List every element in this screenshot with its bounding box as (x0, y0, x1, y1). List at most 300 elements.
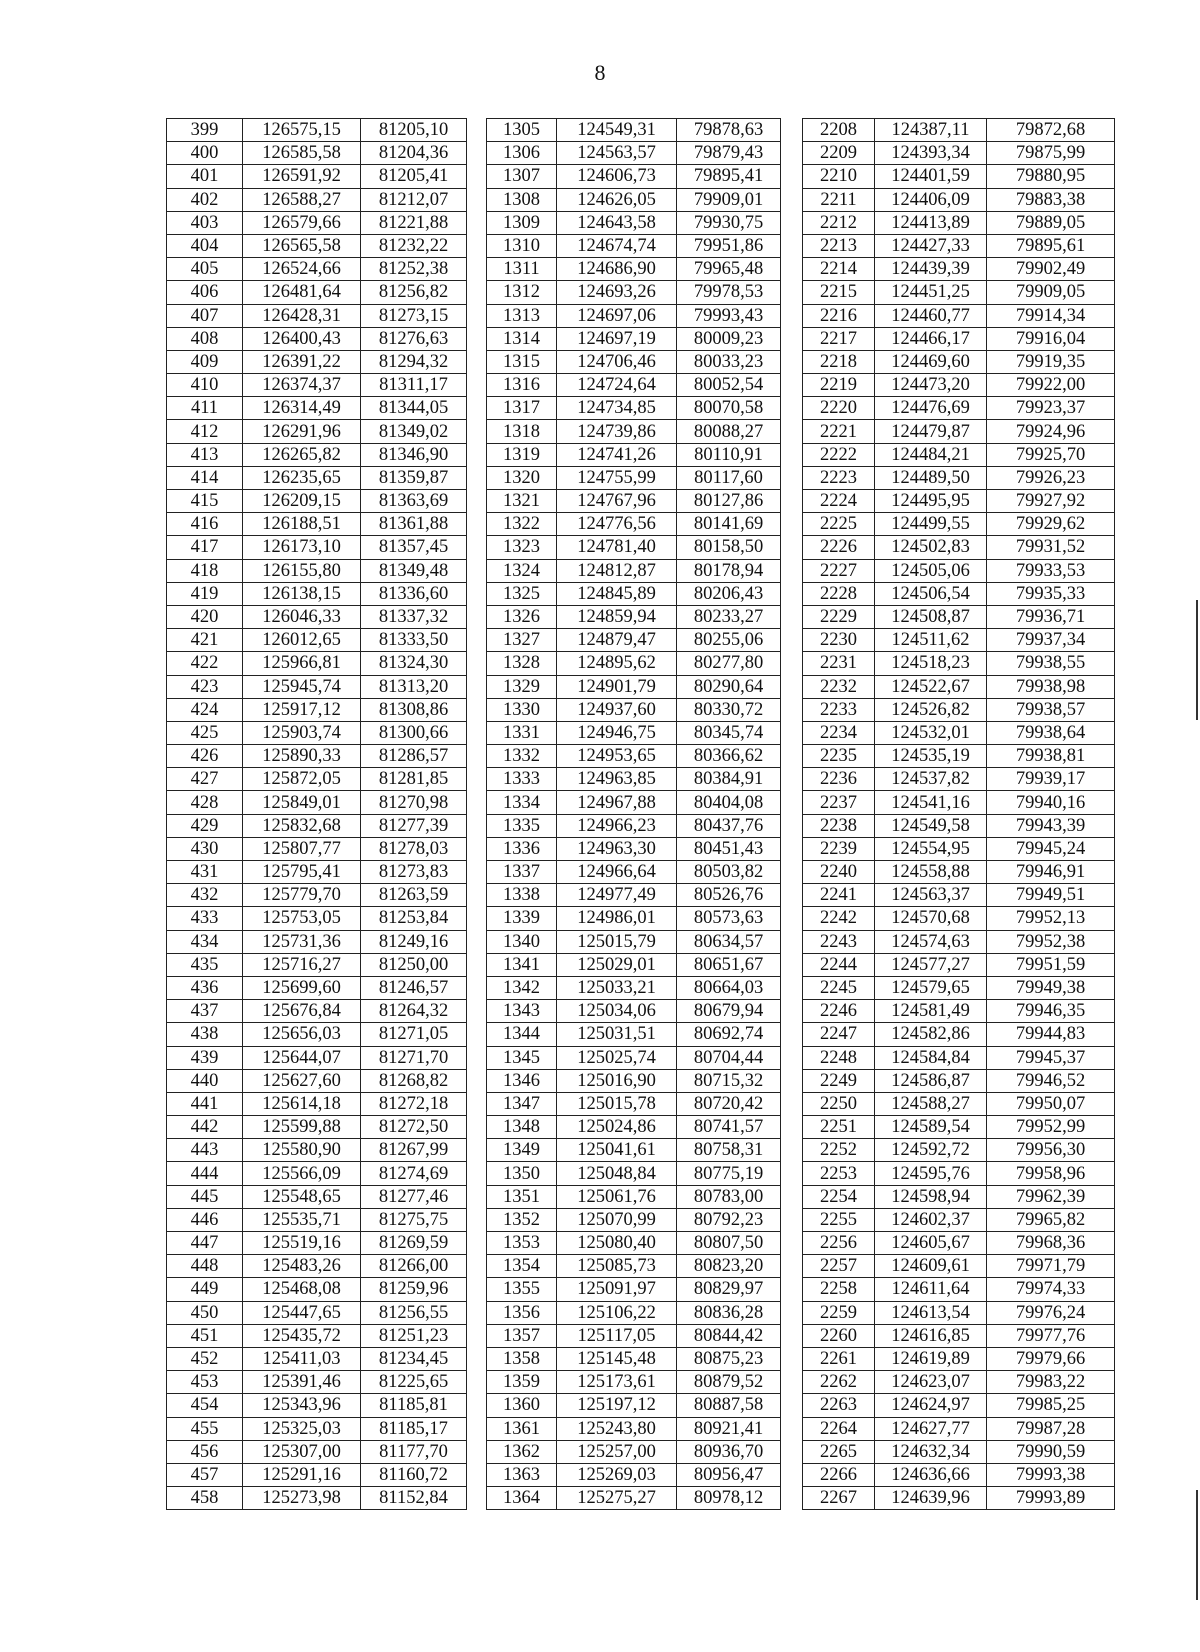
y-coordinate-cell: 81205,10 (361, 119, 467, 142)
x-coordinate-cell: 125106,22 (557, 1301, 677, 1324)
column-gap (467, 142, 487, 165)
column-gap (781, 675, 803, 698)
point-number-cell: 1339 (487, 907, 557, 930)
y-coordinate-cell: 81204,36 (361, 142, 467, 165)
column-gap (781, 1069, 803, 1092)
y-coordinate-cell: 79930,75 (677, 211, 781, 234)
y-coordinate-cell: 81363,69 (361, 490, 467, 513)
column-gap (467, 1417, 487, 1440)
column-gap (781, 698, 803, 721)
y-coordinate-cell: 80052,54 (677, 374, 781, 397)
x-coordinate-cell: 126524,66 (243, 258, 361, 281)
x-coordinate-cell: 124592,72 (875, 1139, 987, 1162)
x-coordinate-cell: 125966,81 (243, 652, 361, 675)
column-gap (781, 605, 803, 628)
table-row (167, 536, 1115, 559)
column-gap (781, 188, 803, 211)
column-gap (781, 1394, 803, 1417)
point-number-cell: 2231 (803, 652, 875, 675)
x-coordinate-cell: 125917,12 (243, 698, 361, 721)
point-number-cell: 430 (167, 837, 243, 860)
y-coordinate-cell: 79945,24 (987, 837, 1115, 860)
y-coordinate-cell: 80437,76 (677, 814, 781, 837)
y-coordinate-cell: 81256,55 (361, 1301, 467, 1324)
x-coordinate-cell: 124609,61 (875, 1255, 987, 1278)
y-coordinate-cell: 79950,07 (987, 1092, 1115, 1115)
y-coordinate-cell: 79938,81 (987, 745, 1115, 768)
x-coordinate-cell: 126265,82 (243, 443, 361, 466)
y-coordinate-cell: 81277,46 (361, 1185, 467, 1208)
column-gap (467, 1440, 487, 1463)
column-gap (467, 1301, 487, 1324)
x-coordinate-cell: 125091,97 (557, 1278, 677, 1301)
point-number-cell: 455 (167, 1417, 243, 1440)
point-number-cell: 2215 (803, 281, 875, 304)
point-number-cell: 1345 (487, 1046, 557, 1069)
point-number-cell: 429 (167, 814, 243, 837)
x-coordinate-cell: 124563,37 (875, 884, 987, 907)
y-coordinate-cell: 79971,79 (987, 1255, 1115, 1278)
point-number-cell: 450 (167, 1301, 243, 1324)
point-number-cell: 435 (167, 953, 243, 976)
point-number-cell: 402 (167, 188, 243, 211)
y-coordinate-cell: 81252,38 (361, 258, 467, 281)
point-number-cell: 2244 (803, 953, 875, 976)
y-coordinate-cell: 80956,47 (677, 1463, 781, 1486)
point-number-cell: 454 (167, 1394, 243, 1417)
y-coordinate-cell: 80033,23 (677, 350, 781, 373)
point-number-cell: 1308 (487, 188, 557, 211)
x-coordinate-cell: 124586,87 (875, 1069, 987, 1092)
y-coordinate-cell: 79968,36 (987, 1232, 1115, 1255)
point-number-cell: 1358 (487, 1347, 557, 1370)
y-coordinate-cell: 80009,23 (677, 327, 781, 350)
column-gap (781, 791, 803, 814)
table-row (167, 1278, 1115, 1301)
y-coordinate-cell: 81246,57 (361, 976, 467, 999)
point-number-cell: 426 (167, 745, 243, 768)
x-coordinate-cell: 124466,17 (875, 327, 987, 350)
point-number-cell: 1354 (487, 1255, 557, 1278)
x-coordinate-cell: 125795,41 (243, 861, 361, 884)
y-coordinate-cell: 79952,13 (987, 907, 1115, 930)
point-number-cell: 2241 (803, 884, 875, 907)
column-gap (467, 513, 487, 536)
y-coordinate-cell: 80404,08 (677, 791, 781, 814)
table-row (167, 652, 1115, 675)
y-coordinate-cell: 81185,81 (361, 1394, 467, 1417)
x-coordinate-cell: 125566,09 (243, 1162, 361, 1185)
point-number-cell: 2230 (803, 629, 875, 652)
x-coordinate-cell: 124636,66 (875, 1463, 987, 1486)
x-coordinate-cell: 124963,85 (557, 768, 677, 791)
y-coordinate-cell: 79979,66 (987, 1347, 1115, 1370)
y-coordinate-cell: 79987,28 (987, 1417, 1115, 1440)
x-coordinate-cell: 125644,07 (243, 1046, 361, 1069)
point-number-cell: 2211 (803, 188, 875, 211)
y-coordinate-cell: 79952,38 (987, 930, 1115, 953)
y-coordinate-cell: 79935,33 (987, 582, 1115, 605)
table-row (167, 513, 1115, 536)
y-coordinate-cell: 80206,43 (677, 582, 781, 605)
column-gap (467, 559, 487, 582)
x-coordinate-cell: 124812,87 (557, 559, 677, 582)
point-number-cell: 1329 (487, 675, 557, 698)
point-number-cell: 422 (167, 652, 243, 675)
point-number-cell: 412 (167, 420, 243, 443)
y-coordinate-cell: 79902,49 (987, 258, 1115, 281)
column-gap (781, 745, 803, 768)
x-coordinate-cell: 125903,74 (243, 721, 361, 744)
point-number-cell: 448 (167, 1255, 243, 1278)
point-number-cell: 2234 (803, 721, 875, 744)
column-gap (467, 629, 487, 652)
y-coordinate-cell: 79937,34 (987, 629, 1115, 652)
y-coordinate-cell: 81267,99 (361, 1139, 467, 1162)
x-coordinate-cell: 126235,65 (243, 466, 361, 489)
x-coordinate-cell: 126391,22 (243, 350, 361, 373)
x-coordinate-cell: 124541,16 (875, 791, 987, 814)
column-gap (467, 605, 487, 628)
column-gap (781, 1347, 803, 1370)
y-coordinate-cell: 80921,41 (677, 1417, 781, 1440)
column-gap (781, 1278, 803, 1301)
x-coordinate-cell: 125291,16 (243, 1463, 361, 1486)
point-number-cell: 416 (167, 513, 243, 536)
table-row (167, 976, 1115, 999)
x-coordinate-cell: 124937,60 (557, 698, 677, 721)
x-coordinate-cell: 126579,66 (243, 211, 361, 234)
table-row (167, 1394, 1115, 1417)
point-number-cell: 2226 (803, 536, 875, 559)
y-coordinate-cell: 80715,32 (677, 1069, 781, 1092)
column-gap (781, 1301, 803, 1324)
point-number-cell: 2247 (803, 1023, 875, 1046)
x-coordinate-cell: 124693,26 (557, 281, 677, 304)
point-number-cell: 2255 (803, 1208, 875, 1231)
x-coordinate-cell: 124502,83 (875, 536, 987, 559)
point-number-cell: 1341 (487, 953, 557, 976)
column-gap (467, 420, 487, 443)
column-gap (781, 1185, 803, 1208)
y-coordinate-cell: 79952,99 (987, 1116, 1115, 1139)
x-coordinate-cell: 125435,72 (243, 1324, 361, 1347)
table-row (167, 745, 1115, 768)
y-coordinate-cell: 81311,17 (361, 374, 467, 397)
y-coordinate-cell: 79939,17 (987, 768, 1115, 791)
table-row (167, 443, 1115, 466)
point-number-cell: 2214 (803, 258, 875, 281)
table-row (167, 1208, 1115, 1231)
y-coordinate-cell: 81278,03 (361, 837, 467, 860)
x-coordinate-cell: 125016,90 (557, 1069, 677, 1092)
x-coordinate-cell: 125048,84 (557, 1162, 677, 1185)
y-coordinate-cell: 79914,34 (987, 304, 1115, 327)
table-row (167, 1232, 1115, 1255)
table-row (167, 350, 1115, 373)
point-number-cell: 2246 (803, 1000, 875, 1023)
x-coordinate-cell: 124577,27 (875, 953, 987, 976)
column-gap (467, 698, 487, 721)
x-coordinate-cell: 124584,84 (875, 1046, 987, 1069)
y-coordinate-cell: 80704,44 (677, 1046, 781, 1069)
point-number-cell: 2267 (803, 1487, 875, 1510)
point-number-cell: 2209 (803, 142, 875, 165)
x-coordinate-cell: 125343,96 (243, 1394, 361, 1417)
point-number-cell: 1312 (487, 281, 557, 304)
point-number-cell: 1322 (487, 513, 557, 536)
column-gap (467, 536, 487, 559)
x-coordinate-cell: 124469,60 (875, 350, 987, 373)
x-coordinate-cell: 124967,88 (557, 791, 677, 814)
column-gap (467, 1371, 487, 1394)
y-coordinate-cell: 79943,39 (987, 814, 1115, 837)
y-coordinate-cell: 81344,05 (361, 397, 467, 420)
point-number-cell: 1364 (487, 1487, 557, 1510)
y-coordinate-cell: 79949,38 (987, 976, 1115, 999)
y-coordinate-cell: 80233,27 (677, 605, 781, 628)
point-number-cell: 1311 (487, 258, 557, 281)
y-coordinate-cell: 79965,48 (677, 258, 781, 281)
y-coordinate-cell: 79945,37 (987, 1046, 1115, 1069)
point-number-cell: 1323 (487, 536, 557, 559)
y-coordinate-cell: 80127,86 (677, 490, 781, 513)
table-row (167, 1463, 1115, 1486)
table-row (167, 142, 1115, 165)
x-coordinate-cell: 125307,00 (243, 1440, 361, 1463)
scan-edge-mark (1196, 600, 1198, 720)
column-gap (467, 1255, 487, 1278)
column-gap (467, 1000, 487, 1023)
x-coordinate-cell: 124499,55 (875, 513, 987, 536)
y-coordinate-cell: 80277,80 (677, 652, 781, 675)
y-coordinate-cell: 80366,62 (677, 745, 781, 768)
column-gap (467, 582, 487, 605)
point-number-cell: 458 (167, 1487, 243, 1510)
coordinates-table (166, 118, 1115, 1510)
column-gap (467, 211, 487, 234)
y-coordinate-cell: 81308,86 (361, 698, 467, 721)
y-coordinate-cell: 80503,82 (677, 861, 781, 884)
x-coordinate-cell: 124460,77 (875, 304, 987, 327)
y-coordinate-cell: 81300,66 (361, 721, 467, 744)
y-coordinate-cell: 81249,16 (361, 930, 467, 953)
point-number-cell: 2228 (803, 582, 875, 605)
y-coordinate-cell: 81336,60 (361, 582, 467, 605)
x-coordinate-cell: 124966,23 (557, 814, 677, 837)
y-coordinate-cell: 81259,96 (361, 1278, 467, 1301)
point-number-cell: 445 (167, 1185, 243, 1208)
column-gap (467, 930, 487, 953)
table-row (167, 466, 1115, 489)
table-row (167, 1487, 1115, 1510)
point-number-cell: 438 (167, 1023, 243, 1046)
column-gap (781, 1000, 803, 1023)
point-number-cell: 2249 (803, 1069, 875, 1092)
y-coordinate-cell: 81272,18 (361, 1092, 467, 1115)
x-coordinate-cell: 125872,05 (243, 768, 361, 791)
y-coordinate-cell: 79879,43 (677, 142, 781, 165)
table-row (167, 327, 1115, 350)
y-coordinate-cell: 79926,23 (987, 466, 1115, 489)
column-gap (467, 884, 487, 907)
x-coordinate-cell: 124473,20 (875, 374, 987, 397)
point-number-cell: 2239 (803, 837, 875, 860)
table-row (167, 698, 1115, 721)
x-coordinate-cell: 124619,89 (875, 1347, 987, 1370)
point-number-cell: 1331 (487, 721, 557, 744)
x-coordinate-cell: 124479,87 (875, 420, 987, 443)
point-number-cell: 2232 (803, 675, 875, 698)
point-number-cell: 456 (167, 1440, 243, 1463)
y-coordinate-cell: 79985,25 (987, 1394, 1115, 1417)
y-coordinate-cell: 81256,82 (361, 281, 467, 304)
y-coordinate-cell: 79938,98 (987, 675, 1115, 698)
x-coordinate-cell: 124595,76 (875, 1162, 987, 1185)
point-number-cell: 1355 (487, 1278, 557, 1301)
x-coordinate-cell: 125807,77 (243, 837, 361, 860)
x-coordinate-cell: 124697,19 (557, 327, 677, 350)
table-row (167, 304, 1115, 327)
y-coordinate-cell: 81276,63 (361, 327, 467, 350)
y-coordinate-cell: 79951,86 (677, 234, 781, 257)
point-number-cell: 2235 (803, 745, 875, 768)
y-coordinate-cell: 81225,65 (361, 1371, 467, 1394)
point-number-cell: 2243 (803, 930, 875, 953)
x-coordinate-cell: 125041,61 (557, 1139, 677, 1162)
column-gap (781, 466, 803, 489)
table-row (167, 1069, 1115, 1092)
point-number-cell: 2225 (803, 513, 875, 536)
x-coordinate-cell: 126012,65 (243, 629, 361, 652)
point-number-cell: 2210 (803, 165, 875, 188)
y-coordinate-cell: 79883,38 (987, 188, 1115, 211)
x-coordinate-cell: 124986,01 (557, 907, 677, 930)
x-coordinate-cell: 124613,54 (875, 1301, 987, 1324)
x-coordinate-cell: 124484,21 (875, 443, 987, 466)
point-number-cell: 1307 (487, 165, 557, 188)
y-coordinate-cell: 79974,33 (987, 1278, 1115, 1301)
x-coordinate-cell: 124623,07 (875, 1371, 987, 1394)
point-number-cell: 2260 (803, 1324, 875, 1347)
point-number-cell: 1347 (487, 1092, 557, 1115)
y-coordinate-cell: 81271,05 (361, 1023, 467, 1046)
column-gap (781, 652, 803, 675)
y-coordinate-cell: 81152,84 (361, 1487, 467, 1510)
y-coordinate-cell: 81273,15 (361, 304, 467, 327)
column-gap (467, 1023, 487, 1046)
column-gap (467, 1324, 487, 1347)
y-coordinate-cell: 81270,98 (361, 791, 467, 814)
point-number-cell: 2245 (803, 976, 875, 999)
point-number-cell: 437 (167, 1000, 243, 1023)
x-coordinate-cell: 124781,40 (557, 536, 677, 559)
point-number-cell: 1314 (487, 327, 557, 350)
x-coordinate-cell: 125391,46 (243, 1371, 361, 1394)
y-coordinate-cell: 79956,30 (987, 1139, 1115, 1162)
x-coordinate-cell: 125580,90 (243, 1139, 361, 1162)
point-number-cell: 1324 (487, 559, 557, 582)
x-coordinate-cell: 125548,65 (243, 1185, 361, 1208)
y-coordinate-cell: 81281,85 (361, 768, 467, 791)
point-number-cell: 457 (167, 1463, 243, 1486)
point-number-cell: 403 (167, 211, 243, 234)
column-gap (781, 721, 803, 744)
point-number-cell: 2254 (803, 1185, 875, 1208)
column-gap (467, 1069, 487, 1092)
y-coordinate-cell: 80634,57 (677, 930, 781, 953)
column-gap (467, 165, 487, 188)
column-gap (781, 211, 803, 234)
point-number-cell: 2220 (803, 397, 875, 420)
point-number-cell: 2224 (803, 490, 875, 513)
table-row (167, 582, 1115, 605)
x-coordinate-cell: 124624,97 (875, 1394, 987, 1417)
point-number-cell: 439 (167, 1046, 243, 1069)
x-coordinate-cell: 124387,11 (875, 119, 987, 142)
x-coordinate-cell: 125033,21 (557, 976, 677, 999)
y-coordinate-cell: 79940,16 (987, 791, 1115, 814)
x-coordinate-cell: 124554,95 (875, 837, 987, 860)
point-number-cell: 411 (167, 397, 243, 420)
x-coordinate-cell: 125117,05 (557, 1324, 677, 1347)
point-number-cell: 1327 (487, 629, 557, 652)
table-row (167, 165, 1115, 188)
x-coordinate-cell: 125699,60 (243, 976, 361, 999)
column-gap (467, 397, 487, 420)
column-gap (781, 1371, 803, 1394)
point-number-cell: 1325 (487, 582, 557, 605)
point-number-cell: 410 (167, 374, 243, 397)
column-gap (781, 953, 803, 976)
column-gap (467, 1278, 487, 1301)
y-coordinate-cell: 79938,64 (987, 721, 1115, 744)
point-number-cell: 405 (167, 258, 243, 281)
x-coordinate-cell: 124946,75 (557, 721, 677, 744)
x-coordinate-cell: 124526,82 (875, 698, 987, 721)
point-number-cell: 432 (167, 884, 243, 907)
y-coordinate-cell: 81349,48 (361, 559, 467, 582)
point-number-cell: 2212 (803, 211, 875, 234)
y-coordinate-cell: 81205,41 (361, 165, 467, 188)
x-coordinate-cell: 125275,27 (557, 1487, 677, 1510)
y-coordinate-cell: 80573,63 (677, 907, 781, 930)
x-coordinate-cell: 124901,79 (557, 675, 677, 698)
point-number-cell: 2217 (803, 327, 875, 350)
table-row (167, 675, 1115, 698)
x-coordinate-cell: 124686,90 (557, 258, 677, 281)
x-coordinate-cell: 124755,99 (557, 466, 677, 489)
y-coordinate-cell: 80679,94 (677, 1000, 781, 1023)
column-gap (467, 721, 487, 744)
point-number-cell: 2208 (803, 119, 875, 142)
column-gap (781, 1463, 803, 1486)
point-number-cell: 433 (167, 907, 243, 930)
point-number-cell: 2248 (803, 1046, 875, 1069)
point-number-cell: 421 (167, 629, 243, 652)
point-number-cell: 2240 (803, 861, 875, 884)
y-coordinate-cell: 80829,97 (677, 1278, 781, 1301)
point-number-cell: 436 (167, 976, 243, 999)
point-number-cell: 1357 (487, 1324, 557, 1347)
x-coordinate-cell: 125676,84 (243, 1000, 361, 1023)
column-gap (781, 1139, 803, 1162)
point-number-cell: 419 (167, 582, 243, 605)
x-coordinate-cell: 125025,74 (557, 1046, 677, 1069)
point-number-cell: 425 (167, 721, 243, 744)
column-gap (467, 768, 487, 791)
point-number-cell: 2258 (803, 1278, 875, 1301)
